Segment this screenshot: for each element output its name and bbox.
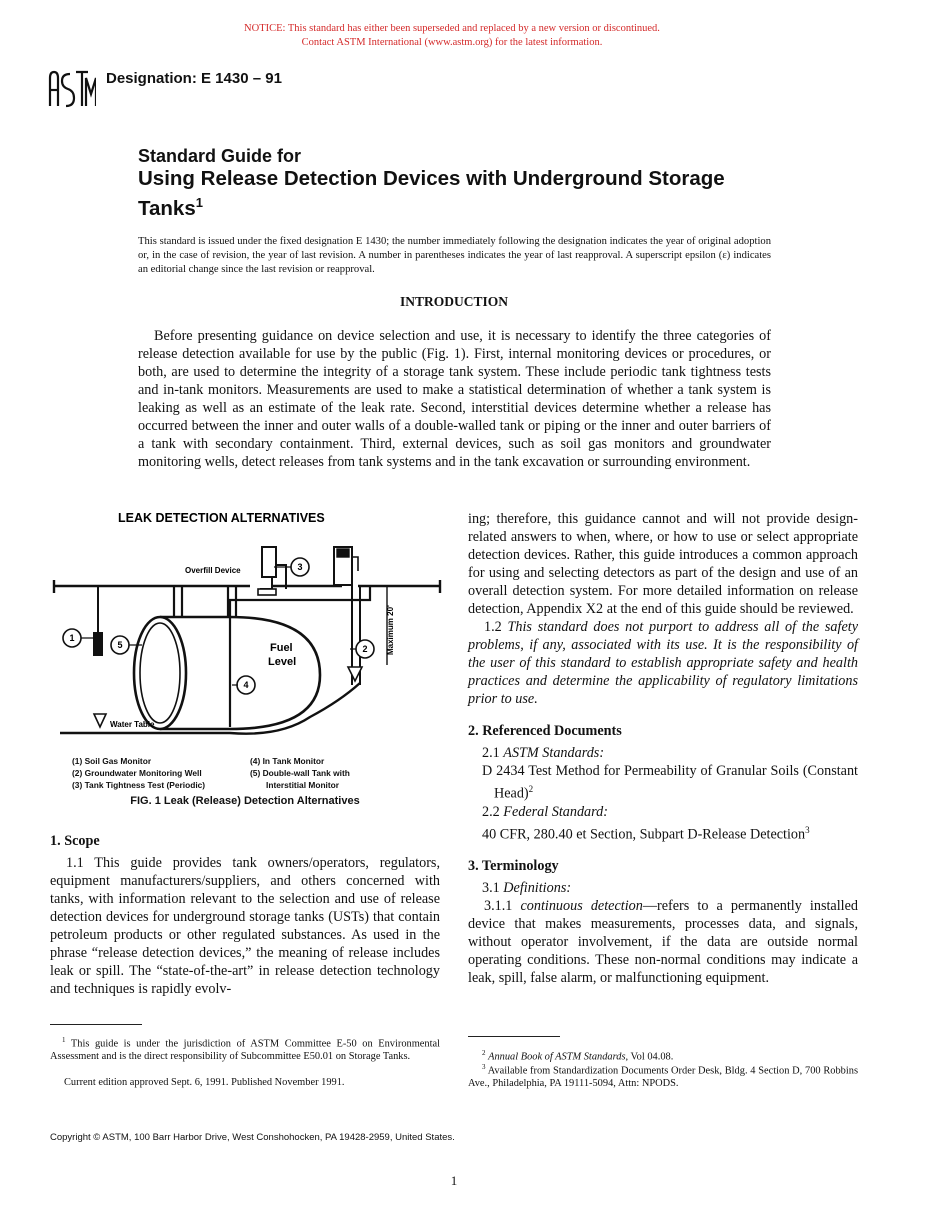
title-line-1: Standard Guide for	[138, 146, 302, 166]
figure-legend-left	[72, 755, 205, 791]
ground-line	[54, 580, 440, 593]
fuel-label: Fuel	[270, 642, 293, 654]
referenced-2-1-number: 2.1	[482, 745, 500, 761]
overfill-device	[258, 547, 286, 595]
copyright: Copyright © ASTM, 100 Barr Harbor Drive, West Conshohocken, PA 19428-2959, United States.	[50, 1132, 455, 1143]
water-table-label: Water Table	[110, 720, 155, 729]
footnote-rule-left	[50, 1024, 142, 1025]
title-line-2: Using Release Detection Devices with Underground Storage	[138, 167, 725, 190]
footnote-2-tail: , Vol 04.08.	[625, 1051, 674, 1063]
scope-paragraph-1: 1.1 This guide provides tank owners/operators, regulators, equipment manufacturers/suppliers, and others concerned with tanks, with information relevant to the selection and use of release detection devices for underground storage tanks (USTs) that contain petroleum products or other regulated substances. As used in the phrase “release detection devices,” the meaning of release includes leak or spill. The “state-of-the-art” in release detection technology and techniques is rapidly evolv-	[50, 855, 440, 997]
referenced-2-2-label: Federal Standard:	[503, 803, 608, 820]
notice-line-2: Contact ASTM International (www.astm.org) for the latest information.	[301, 37, 603, 48]
referenced-cfr	[468, 821, 858, 844]
terminology-3-1-1	[468, 897, 858, 987]
introduction-text: Before presenting guidance on device selection and use, it is necessary to identify the three categories of release detection available for use by the public (Fig. 1). First, internal monitoring devices or procedures, or both, are used to determine the integrity of a storage tank system. These include periodic tank tightness tests and in-tank monitors. Measurements are used to make a statistical determination of whether a tank system is leaking as well as an estimate of the leak rate. Second, interstitial devices determine whether a release has occurred between the inner and outer walls of a double-walled tank or piping or the inner and outer barriers of a tank with secondary containment. Third, external devices, such as soil gas monitors and groundwater monitoring wells, detect releases from tank systems and in the tank excavation or surrounding environment.	[138, 328, 771, 470]
marker-3: 3	[297, 562, 303, 572]
legend-item-3: (3) Tank Tightness Test (Periodic)	[72, 780, 206, 790]
footnote-1-text: This guide is under the jurisdiction of ASTM Committee E-50 on Environmental Assessment and is the direct responsibility of Subcommittee E50.01 on Storage Tanks.	[50, 1038, 440, 1063]
title-line-3	[138, 191, 818, 221]
referenced-2-1	[468, 744, 858, 762]
title-line-3-text: Tanks	[138, 196, 196, 220]
marker-2: 2	[362, 644, 368, 654]
terminology-definition: —refers to a permanently installed device that makes measurements, processes data, and signals, without operator involvement, if the data are outside normal operating conditions. These non-normal conditions may indicate a leak, spill, false alarm, or malfunctioning equipment.	[468, 898, 858, 987]
maximum-depth-label: Maximum 20'	[386, 605, 395, 655]
left-column	[50, 832, 440, 998]
terminology-3-1-number: 3.1	[482, 880, 500, 897]
footnote-1-marker: 1	[62, 1036, 66, 1044]
figure-legend-right	[250, 755, 350, 791]
legend-item-2: (2) Groundwater Monitoring Well	[72, 768, 202, 778]
legend-item-1: (1) Soil Gas Monitor	[72, 756, 152, 766]
footnote-1b: Current edition approved Sept. 6, 1991. Published November 1991.	[64, 1077, 345, 1088]
referenced-2-1-label: ASTM Standards:	[503, 745, 605, 761]
referenced-heading: 2. Referenced Documents	[468, 723, 622, 739]
legend-item-5: (5) Double-wall Tank with	[250, 768, 350, 778]
figure-heading: LEAK DETECTION ALTERNATIVES	[118, 511, 325, 525]
introduction-heading: INTRODUCTION	[399, 294, 508, 309]
title-footnote-marker: 1	[195, 195, 203, 210]
marker-4: 4	[243, 680, 249, 690]
terminology-3-1-label: Definitions:	[503, 880, 572, 897]
right-column	[468, 510, 858, 987]
legend-item-4: (4) In Tank Monitor	[250, 756, 325, 766]
terminology-heading: 3. Terminology	[468, 858, 559, 875]
water-table-marker-left	[94, 714, 106, 727]
referenced-2-2-number: 2.2	[482, 803, 500, 820]
designation: Designation: E 1430 – 91	[106, 70, 282, 87]
document-title	[138, 145, 818, 221]
tank	[134, 617, 320, 729]
terminology-term: continuous detection	[520, 898, 643, 915]
footnote-2-text: Annual Book of ASTM Standards	[488, 1051, 626, 1063]
scope-paragraph-1-continued: ing; therefore, this guidance cannot and will not provide design-related answers to when, where, or how to use or select appropriate detection devices. Rather, this guide introduces a common approach for using and selecting detectors as part of the design and use of an overall detection system. For more detailed information on release detection, Appendix X2 at the end of this guide should be reviewed.	[468, 511, 858, 617]
referenced-2-2	[468, 803, 858, 821]
footnote-1	[50, 1034, 440, 1063]
level-label: Level	[268, 656, 297, 668]
scope-p2-text: This standard does not purport to address all of the safety problems, if any, associated with its use. It is the responsibility of the user of this standard to establish appropriate safety and health practices and determine the applicability of regulatory limitations prior to use.	[468, 619, 858, 707]
referenced-d2434-text: D 2434 Test Method for Permeability of Granular Soils (Constant Head)	[482, 763, 858, 802]
page-number: 1	[450, 1173, 458, 1188]
dispenser	[334, 547, 358, 585]
scope-heading: 1. Scope	[50, 833, 100, 849]
footnote-2-marker: 2	[482, 1049, 486, 1057]
terminology-3-1	[468, 879, 858, 897]
footnote-rule-right	[468, 1036, 560, 1037]
referenced-d2434	[468, 762, 858, 803]
footnote-3-text: Available from Standardization Documents Order Desk, Bldg. 4 Section D, 700 Robbins Ave., Philadelphia, PA 19111-5094, Attn: NPODS.	[468, 1065, 858, 1090]
scope-paragraph-2	[468, 618, 858, 708]
overfill-label: Overfill Device	[185, 566, 241, 575]
issued-note: This standard is issued under the fixed designation E 1430; the number immediately following the designation indicates the year of original adoption or, in the case of revision, the year of last revision. A number in parentheses indicates the year of last reapproval. A superscript epsilon (ε) indicates an editorial change since the last revision or reapproval.	[138, 236, 771, 275]
referenced-cfr-text: 40 CFR, 280.40 et Section, Subpart D-Release Detection	[482, 826, 806, 843]
notice	[0, 22, 904, 50]
marker-5: 5	[117, 640, 123, 650]
marker-1: 1	[69, 633, 75, 643]
figure-caption: FIG. 1 Leak (Release) Detection Alternatives	[130, 795, 360, 807]
soil-gas-monitor	[94, 586, 102, 655]
footnote-3	[468, 1061, 858, 1090]
referenced-d2434-fn: 2	[528, 784, 534, 794]
legend-item-5-cont: Interstitial Monitor	[266, 780, 340, 790]
notice-line-1: NOTICE: This standard has either been superseded and replaced by a new version or discontinued.	[244, 23, 660, 34]
footnote-3-marker: 3	[482, 1063, 486, 1071]
referenced-cfr-fn: 3	[805, 824, 810, 835]
astm-logo	[48, 68, 96, 110]
terminology-3-1-1-number: 3.1.1	[484, 898, 513, 915]
scope-p2-number: 1.2	[484, 619, 502, 635]
